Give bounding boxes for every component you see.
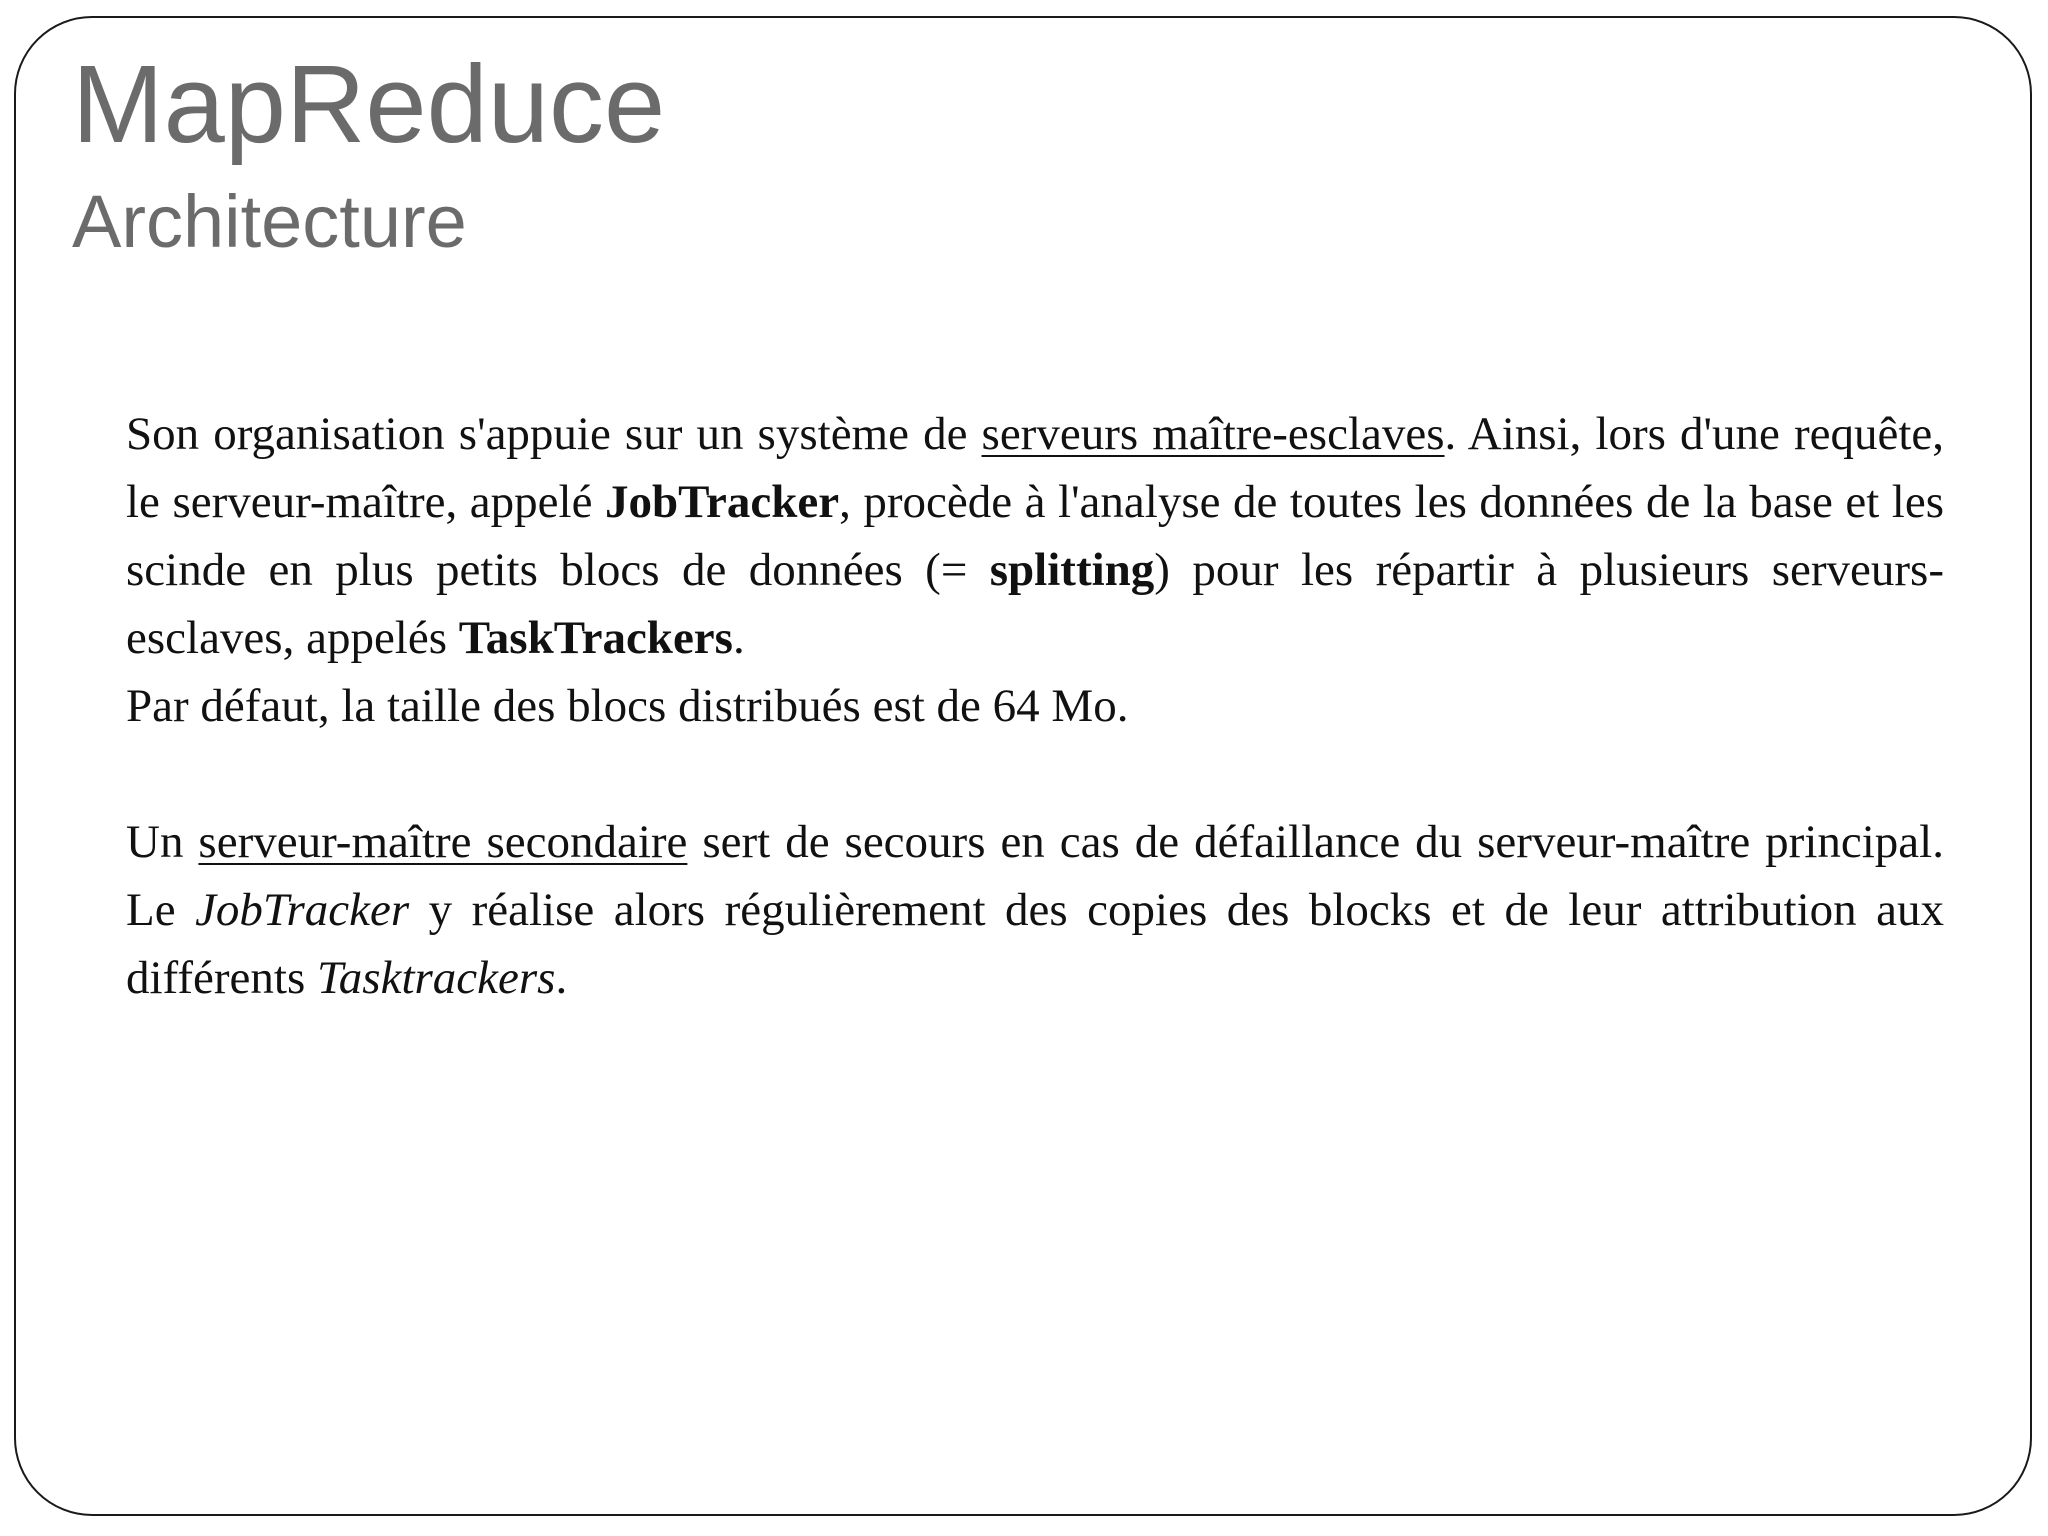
text-run: ) pour les répartir à plusieurs serveurs-esclaves, appelés bbox=[126, 544, 1944, 664]
bold-term-tasktrackers: TaskTrackers bbox=[458, 612, 733, 664]
text-run: . bbox=[732, 612, 745, 664]
underlined-term-secondary-master: serveur-maître secondaire bbox=[198, 816, 688, 868]
italic-term-tasktrackers: Tasktrackers bbox=[316, 952, 556, 1004]
slide-body bbox=[126, 400, 1944, 1012]
text-run: Un bbox=[126, 816, 199, 868]
text-run: sert de secours en cas de défaillance du serveur-maître principal. Le bbox=[126, 816, 1944, 936]
text-run: , procède à l'analyse de toutes les données de la base et les scinde en plus petits blocs de données (= bbox=[126, 476, 1945, 596]
line-default-block-size: Par défaut, la taille des blocs distribués est de 64 Mo. bbox=[126, 680, 1129, 732]
text-run: y réalise alors régulièrement des copies des blocks et de leur attribution aux différents bbox=[126, 884, 1944, 1004]
paragraph-architecture bbox=[126, 400, 1944, 672]
text-run: . bbox=[555, 952, 568, 1004]
italic-term-jobtracker: JobTracker bbox=[195, 884, 410, 936]
text-run: . Ainsi, lors d'une requête, le serveur-maître, appelé bbox=[126, 408, 1945, 528]
slide-title: MapReduce bbox=[72, 43, 666, 166]
underlined-term-master-slave: serveurs maître-esclaves bbox=[981, 408, 1445, 460]
bold-term-splitting: splitting bbox=[989, 544, 1155, 596]
slide-subtitle: Architecture bbox=[72, 180, 467, 263]
text-run: Son organisation s'appuie sur un système de bbox=[126, 408, 982, 460]
paragraph-spacer bbox=[126, 740, 1944, 808]
bold-term-jobtracker: JobTracker bbox=[604, 476, 840, 528]
paragraph-secondary-master bbox=[126, 808, 1944, 1012]
